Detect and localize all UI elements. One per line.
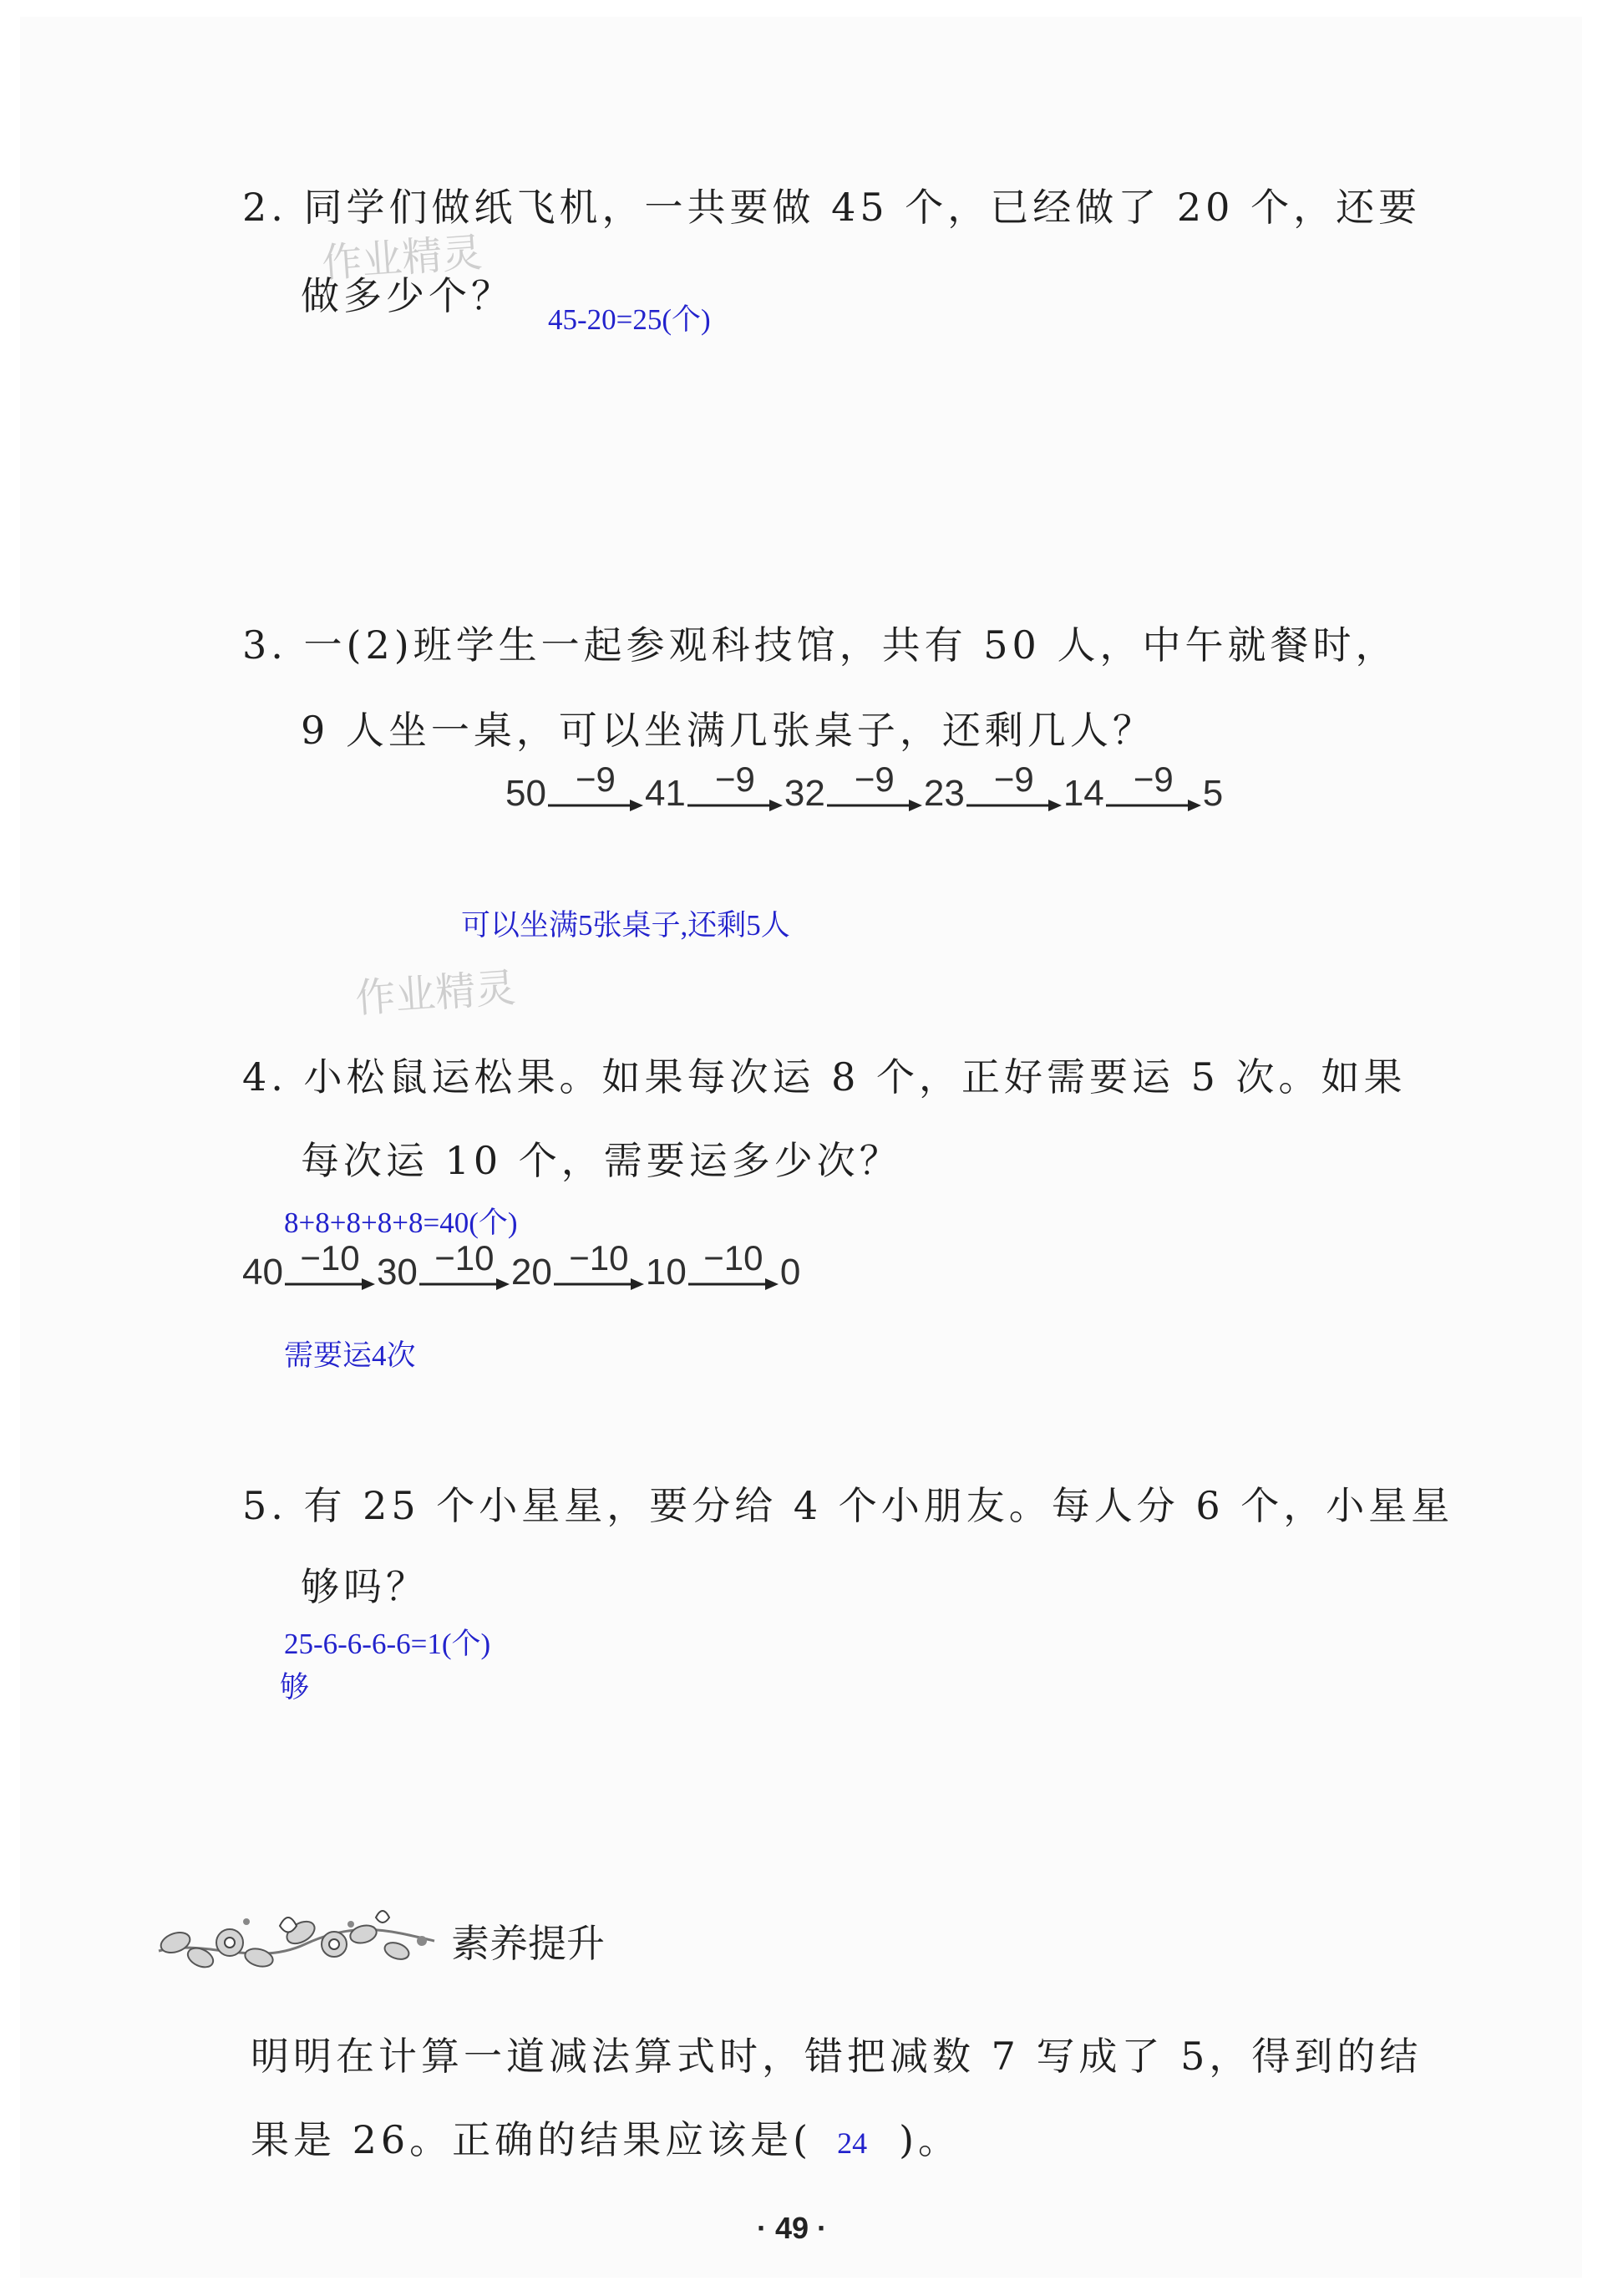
- question-4-answer-calculation: 8+8+8+8+8=40(个): [284, 1206, 518, 1239]
- question-2-line-2: 做多少个？: [301, 273, 514, 318]
- subtract-arrow: [285, 1238, 375, 1291]
- subtraction-chain-50: [505, 759, 1224, 814]
- question-6-line-2: [251, 2110, 961, 2165]
- chain-4-number: 0: [779, 1252, 801, 1293]
- chain-3-number: 50: [505, 773, 546, 814]
- subtraction-chain-40: [242, 1238, 801, 1293]
- subtract-label: −10: [703, 1238, 763, 1278]
- subtract-arrow: [554, 1238, 644, 1291]
- arrow-right-icon: [285, 1278, 375, 1291]
- subtract-label: −10: [300, 1238, 360, 1278]
- subtract-label: −10: [434, 1238, 495, 1278]
- question-5-answer: 够: [280, 1671, 310, 1704]
- subtract-arrow: [688, 1238, 779, 1291]
- section-title: 素养提升: [451, 1921, 605, 1966]
- chain-4-number: 30: [376, 1252, 418, 1293]
- subtract-arrow: [419, 1238, 510, 1291]
- chain-3-number: 23: [923, 773, 965, 814]
- arrow-right-icon: [548, 799, 643, 812]
- arrow-right-icon: [554, 1278, 644, 1291]
- question-5-line-2: 够吗？: [301, 1564, 429, 1609]
- question-4-line-2: 每次运 10 个，需要运多少次？: [301, 1138, 902, 1183]
- watermark: 作业精灵: [320, 229, 484, 287]
- question-5-answer-calculation: 25-6-6-6-6=1(个): [284, 1628, 491, 1660]
- page-number: · 49 ·: [757, 2211, 828, 2245]
- arrow-right-icon: [688, 1278, 779, 1291]
- question-5-line-1: 5. 有 25 个小星星，要分给 4 个小朋友。每人分 6 个，小星星: [242, 1483, 1454, 1528]
- flower-vine-ornament-icon: [155, 1892, 439, 1984]
- chain-4-number: 40: [242, 1252, 283, 1293]
- arrow-right-icon: [687, 799, 783, 812]
- question-3-line-2: 9 人坐一桌，可以坐满几张桌子，还剩几人？: [301, 708, 1155, 753]
- chain-4-number: 10: [645, 1252, 687, 1293]
- subtract-arrow: [827, 759, 922, 812]
- question-6-text-after: )。: [899, 2117, 961, 2162]
- question-6-line-1: 明明在计算一道减法算式时，错把减数 7 写成了 5，得到的结: [251, 2034, 1423, 2079]
- chain-3-number: 5: [1202, 773, 1224, 814]
- question-4-answer: 需要运4次: [284, 1339, 416, 1372]
- subtract-label: −9: [576, 759, 616, 799]
- question-3-answer: 可以坐满5张桌子,还剩5人: [461, 909, 790, 942]
- question-6-answer: 24: [837, 2126, 868, 2160]
- watermark: 作业精灵: [353, 964, 518, 1023]
- subtract-label: −10: [569, 1238, 629, 1278]
- arrow-right-icon: [419, 1278, 510, 1291]
- question-3-line-1: 3. 一(2)班学生一起参观科技馆，共有 50 人，中午就餐时，: [242, 622, 1398, 668]
- arrow-right-icon: [827, 799, 922, 812]
- subtract-label: −9: [993, 759, 1034, 799]
- subtract-label: −9: [1133, 759, 1174, 799]
- question-2-answer: 45-20=25(个): [548, 303, 711, 336]
- question-6-text-before: 果是 26。正确的结果应该是(: [251, 2117, 813, 2162]
- subtract-arrow: [1106, 759, 1201, 812]
- chain-3-number: 32: [784, 773, 825, 814]
- subtract-label: −9: [714, 759, 755, 799]
- chain-3-number: 41: [644, 773, 686, 814]
- subtract-arrow: [548, 759, 643, 812]
- subtract-arrow: [687, 759, 783, 812]
- arrow-right-icon: [966, 799, 1062, 812]
- subtract-arrow: [966, 759, 1062, 812]
- question-2-line-1: 2. 同学们做纸飞机，一共要做 45 个，已经做了 20 个，还要: [242, 185, 1422, 230]
- arrow-right-icon: [1106, 799, 1201, 812]
- subtract-label: −9: [854, 759, 895, 799]
- chain-4-number: 20: [510, 1252, 552, 1293]
- question-4-line-1: 4. 小松鼠运松果。如果每次运 8 个，正好需要运 5 次。如果: [242, 1054, 1407, 1100]
- chain-3-number: 14: [1063, 773, 1104, 814]
